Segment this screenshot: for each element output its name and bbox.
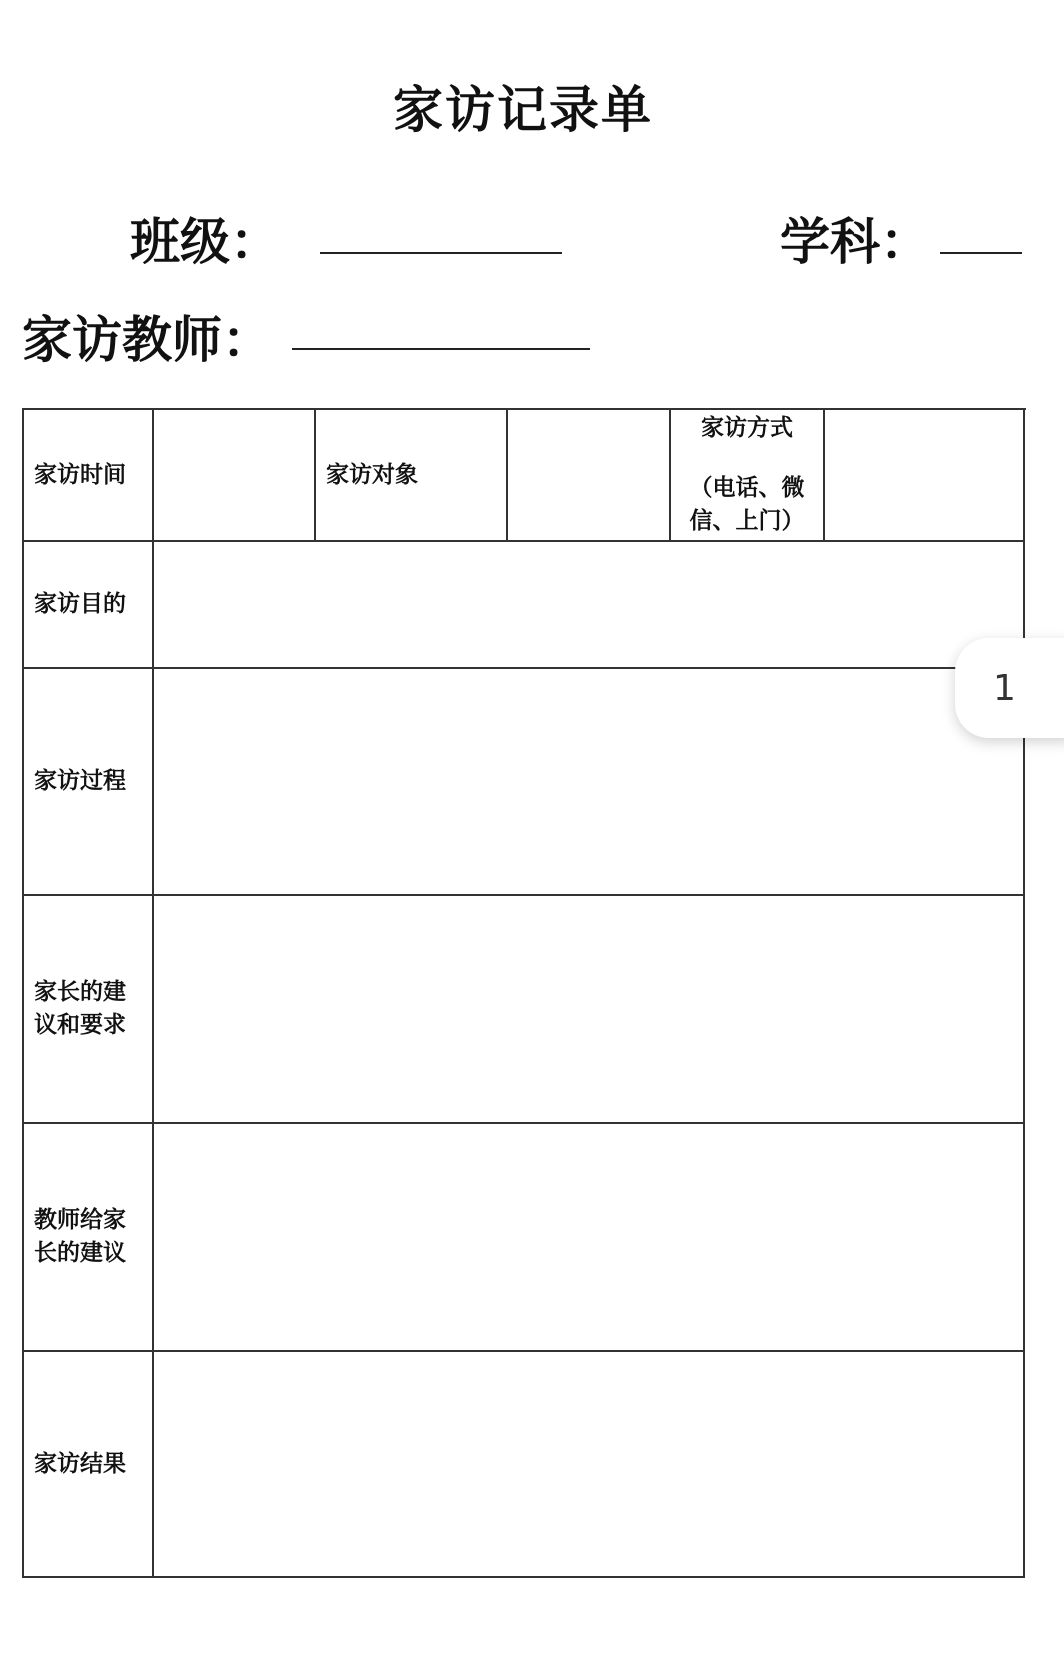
page-number-badge[interactable] <box>955 638 1064 738</box>
visit-method-input-cell[interactable] <box>825 410 1025 542</box>
teacher-input-line[interactable] <box>292 348 590 350</box>
class-input-line[interactable] <box>320 252 562 254</box>
visit-process-input-cell[interactable] <box>154 669 1025 896</box>
visit-result-input-cell[interactable] <box>154 1352 1025 1578</box>
visit-method-label-cell <box>671 410 825 542</box>
subject-label: 学科： <box>780 213 930 271</box>
page-number: 1 <box>993 667 1016 709</box>
visit-record-table <box>22 408 1026 1578</box>
parent-suggestions-input-cell[interactable] <box>154 896 1025 1124</box>
visit-purpose-input-cell[interactable] <box>154 542 1025 669</box>
visit-target-input-cell[interactable] <box>508 410 671 542</box>
visit-time-label-cell: 家访时间 <box>24 410 154 542</box>
visit-result-label-cell: 家访结果 <box>24 1352 154 1578</box>
teacher-suggestions-input-cell[interactable] <box>154 1124 1025 1352</box>
visit-method-label: 家访方式 <box>701 415 793 441</box>
visit-time-input-cell[interactable] <box>154 410 316 542</box>
teacher-suggestions-label-cell: 教师给家长的建议 <box>24 1124 154 1352</box>
visit-target-label-cell: 家访对象 <box>316 410 508 542</box>
visit-method-note: （电话、微信、上门） <box>689 475 805 534</box>
visit-purpose-label-cell: 家访目的 <box>24 542 154 669</box>
parent-suggestions-label-cell: 家长的建议和要求 <box>24 896 154 1124</box>
teacher-label: 家访教师： <box>22 311 272 369</box>
subject-input-line[interactable] <box>940 252 1022 254</box>
class-label: 班级： <box>130 213 280 271</box>
page-title: 家访记录单 <box>393 81 653 139</box>
visit-process-label-cell: 家访过程 <box>24 669 154 896</box>
